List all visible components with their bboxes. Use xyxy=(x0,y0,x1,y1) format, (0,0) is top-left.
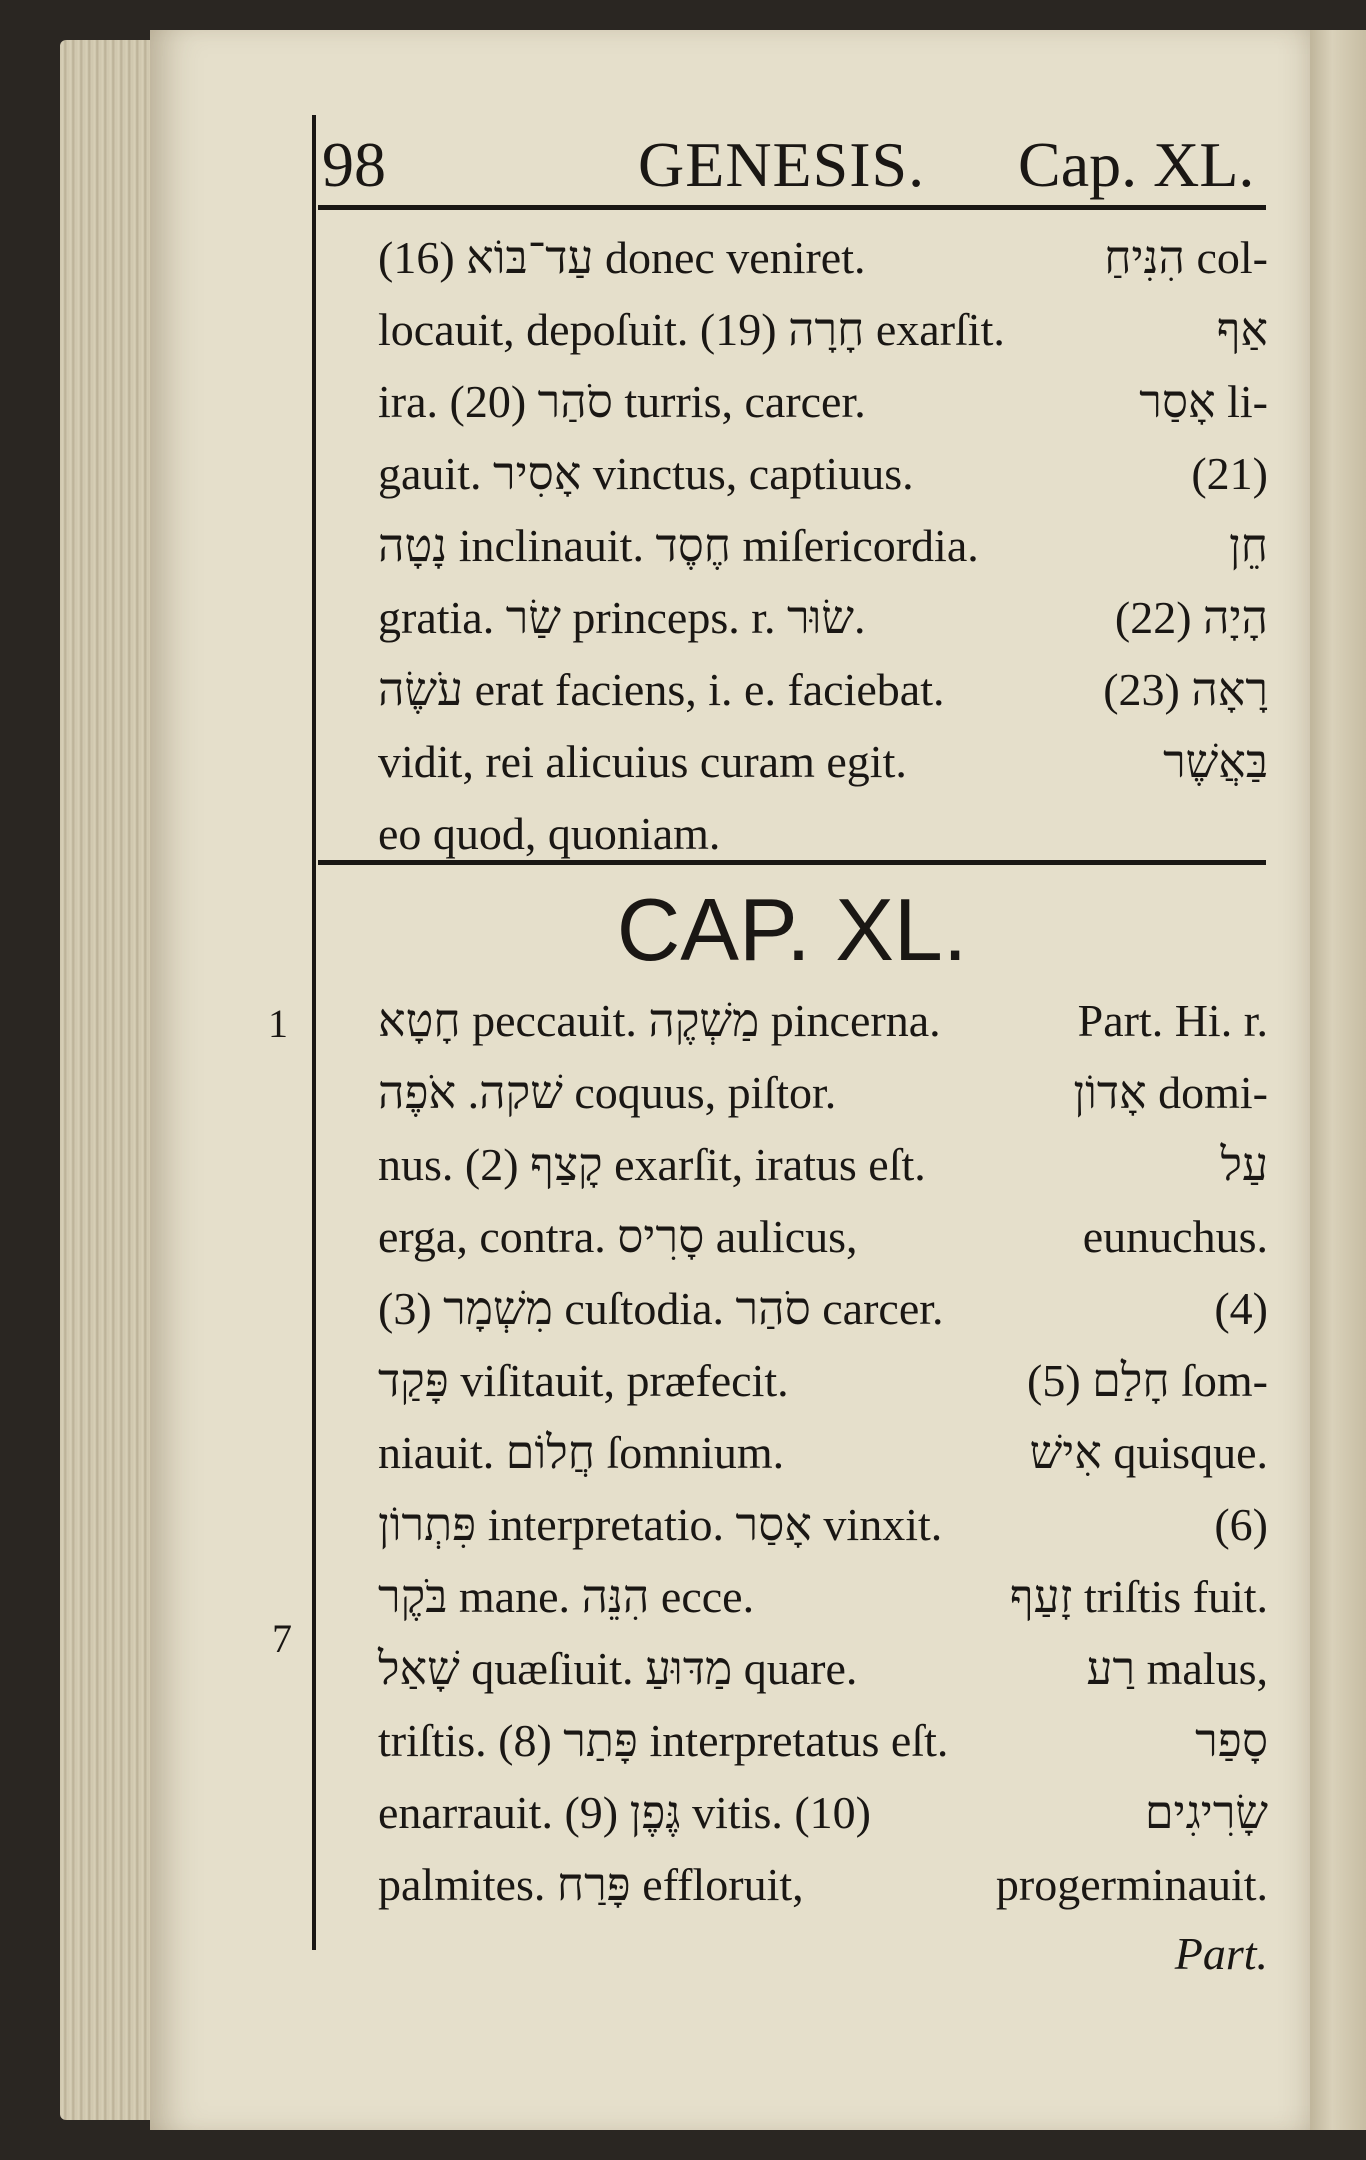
line-text-left: erga, contra. סָרִיס aulicus, xyxy=(378,1211,858,1262)
catchword-line xyxy=(378,1918,1268,1990)
line-text-left: עֹשֶׂה erat faciens, i. e. faciebat. xyxy=(378,664,945,715)
text-line xyxy=(378,1057,1268,1129)
text-line xyxy=(378,654,1268,726)
line-text-right: רַע malus, xyxy=(1086,1643,1268,1694)
line-text-right: הִנִּיחַ col- xyxy=(1104,232,1268,283)
line-text-left: (16) עַד־בּוֹא donec veniret. xyxy=(378,232,866,283)
text-line xyxy=(378,1345,1268,1417)
text-line xyxy=(378,1777,1268,1849)
line-text-left: שָׁאַל quæſiuit. מַדּוּעַ quare. xyxy=(378,1643,858,1694)
line-text-right: (5) חָלַם ſom- xyxy=(1027,1355,1268,1406)
text-line xyxy=(378,726,1268,798)
line-text-left: gratia. שַׂר princeps. r. שׂוּר. xyxy=(378,592,866,643)
text-line xyxy=(378,1561,1268,1633)
line-text-right: שָׂרִיגִים xyxy=(1144,1787,1268,1838)
line-text-right: סָפַר xyxy=(1195,1715,1268,1766)
line-text-left: שׁקה. אֹפֶה coquus, piſtor. xyxy=(378,1067,837,1118)
margin-verse-number: 7 xyxy=(272,1616,292,1661)
line-text-left: niauit. חֲלוֹם ſomnium. xyxy=(378,1427,785,1478)
margin-rule xyxy=(312,115,316,1950)
line-text-right: אִישׁ quisque. xyxy=(1029,1427,1268,1478)
chapter-heading: CAP. XL. xyxy=(616,880,968,979)
line-text-left: פִּתְרוֹן interpretatio. אָסַר vinxit. xyxy=(378,1499,943,1550)
line-text-right: עַל xyxy=(1220,1139,1268,1190)
line-text-left: ira. (20) סֹהַר turris, carcer. xyxy=(378,376,866,427)
text-line xyxy=(378,1705,1268,1777)
page-number: 98 xyxy=(322,129,386,200)
text-line xyxy=(378,1849,1268,1921)
glossary-section-prev xyxy=(378,222,1268,870)
line-text-left: gauit. אָסִיר vinctus, captiuus. xyxy=(378,448,914,499)
text-line xyxy=(378,1489,1268,1561)
line-text-right: (21) xyxy=(1191,448,1268,499)
line-text-left: בֹּקֶר mane. הִנֵּה ecce. xyxy=(378,1571,755,1622)
line-text-left: חָטָא peccauit. מַשְׁקֶה pincerna. xyxy=(378,995,941,1046)
line-text-right: progerminauit. xyxy=(995,1859,1268,1910)
line-text-right: eunuchus. xyxy=(1082,1211,1268,1262)
running-header xyxy=(318,118,1268,208)
margin-verse-number: 1 xyxy=(268,1001,288,1046)
line-text-left: enarrauit. (9) גֶּפֶן vitis. (10) xyxy=(378,1787,871,1838)
line-text-right: זָעַף triſtis fuit. xyxy=(1009,1571,1268,1622)
text-line xyxy=(378,438,1268,510)
line-text-right: (22) הָיָה xyxy=(1114,592,1268,643)
text-line xyxy=(378,222,1268,294)
chapter-reference: Cap. XL. xyxy=(1018,129,1255,200)
text-line xyxy=(378,1201,1268,1273)
line-text-right: אָדוֹן domi- xyxy=(1073,1067,1268,1118)
text-line xyxy=(378,1273,1268,1345)
text-line xyxy=(378,510,1268,582)
line-text-right: (23) רָאָה xyxy=(1103,664,1268,715)
text-line xyxy=(378,294,1268,366)
line-text-right: (6) xyxy=(1214,1499,1268,1550)
text-line xyxy=(378,1633,1268,1705)
line-text-right: חֵן xyxy=(1229,520,1268,571)
line-text-right: אַף xyxy=(1216,304,1268,355)
glossary-section-chapter xyxy=(378,985,1268,1921)
header-rule xyxy=(318,205,1266,210)
line-text-left: eo quod, quoniam. xyxy=(378,808,721,859)
text-line xyxy=(378,1417,1268,1489)
text-line xyxy=(378,582,1268,654)
line-text-left: nus. (2) קָצַף exarſit, iratus eſt. xyxy=(378,1139,926,1190)
line-text-left: locauit, depoſuit. (19) חָרָה exarſit. xyxy=(378,304,1005,355)
line-text-right: אָסַר li- xyxy=(1139,376,1268,427)
text-line xyxy=(378,985,1268,1057)
section-rule xyxy=(318,860,1266,865)
line-text-left: נָטָה inclinauit. חֶסֶד miſericordia. xyxy=(378,520,979,571)
line-text-right: (4) xyxy=(1214,1283,1268,1334)
text-line xyxy=(378,366,1268,438)
line-text-left: (3) מִשְׁמָר cuſtodia. סֹהַר carcer. xyxy=(378,1283,944,1334)
next-page-edge xyxy=(1310,30,1366,2130)
line-text-left: triſtis. (8) פָּתַר interpretatus eſt. xyxy=(378,1715,949,1766)
line-text-left: palmites. פָּרַח effloruit, xyxy=(378,1859,804,1910)
catchword: Part. xyxy=(1174,1928,1268,1979)
line-text-left: פָּקַד viſitauit, præfecit. xyxy=(378,1355,789,1406)
book-title: GENESIS. xyxy=(638,129,926,200)
text-line xyxy=(378,1129,1268,1201)
line-text-right: Part. Hi. r. xyxy=(1077,995,1268,1046)
line-text-left: vidit, rei alicuius curam egit. xyxy=(378,736,907,787)
line-text-right: בַּאֲשֶׁר xyxy=(1163,736,1268,787)
